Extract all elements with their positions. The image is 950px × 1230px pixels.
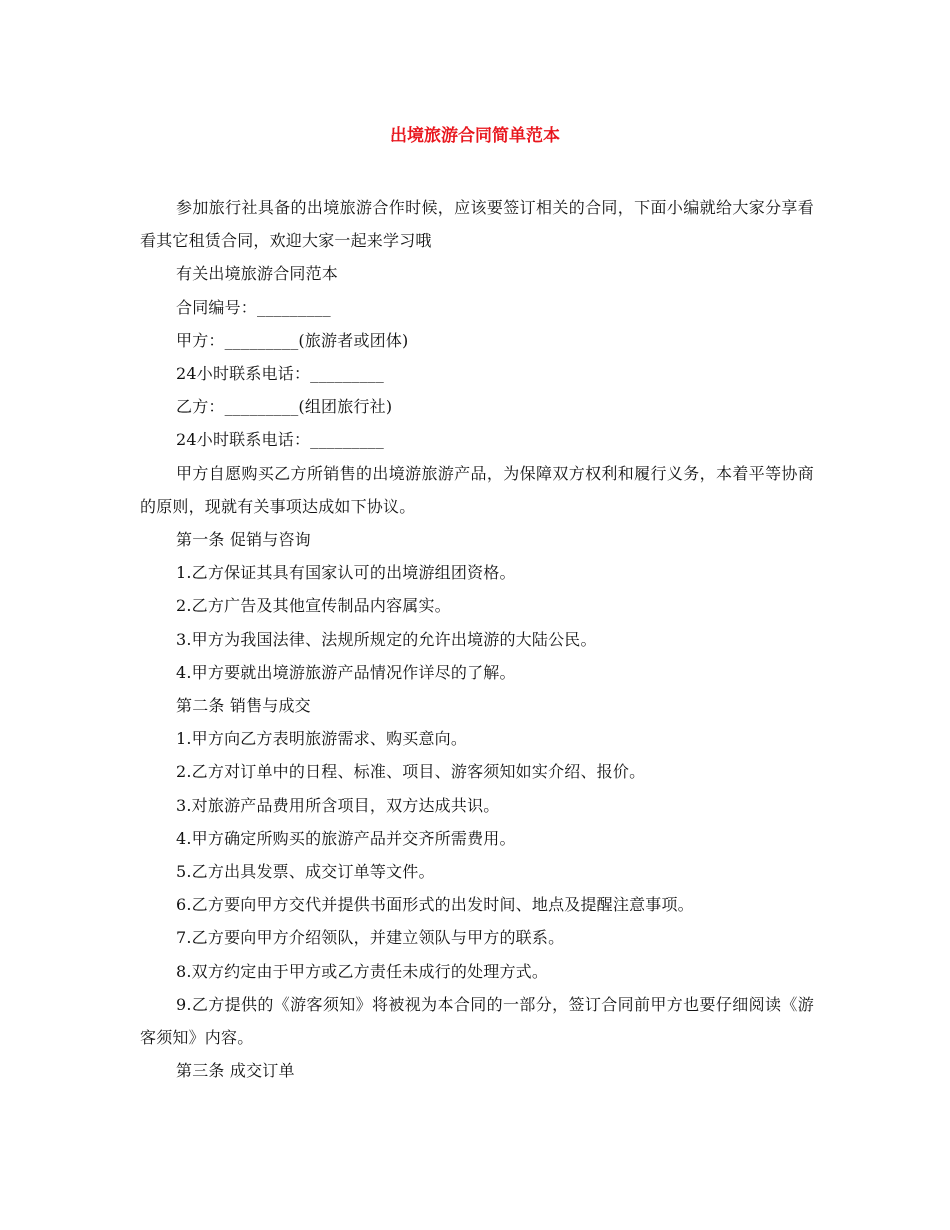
article-heading: 第一条 促销与咨询 xyxy=(176,530,311,550)
clause-paragraph: 4.甲方要就出境游旅游产品情况作详尽的了解。 xyxy=(176,662,516,682)
article-heading: 第二条 销售与成交 xyxy=(176,696,311,716)
party-b-line: 乙方：_________(组团旅行社) xyxy=(176,397,393,417)
clause-paragraph: 1.乙方保证其具有国家认可的出境游组团资格。 xyxy=(176,563,516,583)
clause-paragraph: 5.乙方出具发票、成交订单等文件。 xyxy=(176,862,435,882)
clause-paragraph: 3.甲方为我国法律、法规所规定的允许出境游的大陆公民。 xyxy=(176,629,597,649)
clause-paragraph: 3.对旅游产品费用所含项目，双方达成共识。 xyxy=(176,795,500,815)
clause-paragraph: 7.乙方要向甲方介绍领队，并建立领队与甲方的联系。 xyxy=(176,928,565,948)
section-heading: 有关出境旅游合同范本 xyxy=(176,264,339,284)
party-a-phone-line: 24小时联系电话：_________ xyxy=(176,364,384,384)
document-title: 出境旅游合同简单范本 xyxy=(390,126,560,146)
intro-paragraph: 参加旅行社具备的出境旅游合作时候，应该要签订相关的合同，下面小编就给大家分享看看其它租赁合同，欢迎大家一起来学习哦 xyxy=(140,198,814,251)
party-b-phone-line: 24小时联系电话：_________ xyxy=(176,430,384,450)
clause-paragraph: 9.乙方提供的《游客须知》将被视为本合同的一部分，签订合同前甲方也要仔细阅读《游客须知》内容。 xyxy=(140,994,814,1048)
clause-paragraph: 1.甲方向乙方表明旅游需求、购买意向。 xyxy=(176,729,468,749)
clause-paragraph: 6.乙方要向甲方交代并提供书面形式的出发时间、地点及提醒注意事项。 xyxy=(176,895,694,915)
clause-paragraph: 2.乙方对订单中的日程、标准、项目、游客须知如实介绍、报价。 xyxy=(176,762,646,782)
document-body xyxy=(140,191,814,1087)
agreement-paragraph: 甲方自愿购买乙方所销售的出境游旅游产品，为保障双方权利和履行义务，本着平等协商的原则，现就有关事项达成如下协议。 xyxy=(140,463,814,516)
article-heading: 第三条 成交订单 xyxy=(176,1061,295,1081)
clause-paragraph: 4.甲方确定所购买的旅游产品并交齐所需费用。 xyxy=(176,828,516,848)
contract-number-line: 合同编号：_________ xyxy=(176,297,331,317)
party-a-line: 甲方：_________(旅游者或团体) xyxy=(176,330,409,350)
clause-paragraph: 8.双方约定由于甲方或乙方责任未成行的处理方式。 xyxy=(176,961,549,981)
clause-paragraph: 2.乙方广告及其他宣传制品内容属实。 xyxy=(176,596,451,616)
